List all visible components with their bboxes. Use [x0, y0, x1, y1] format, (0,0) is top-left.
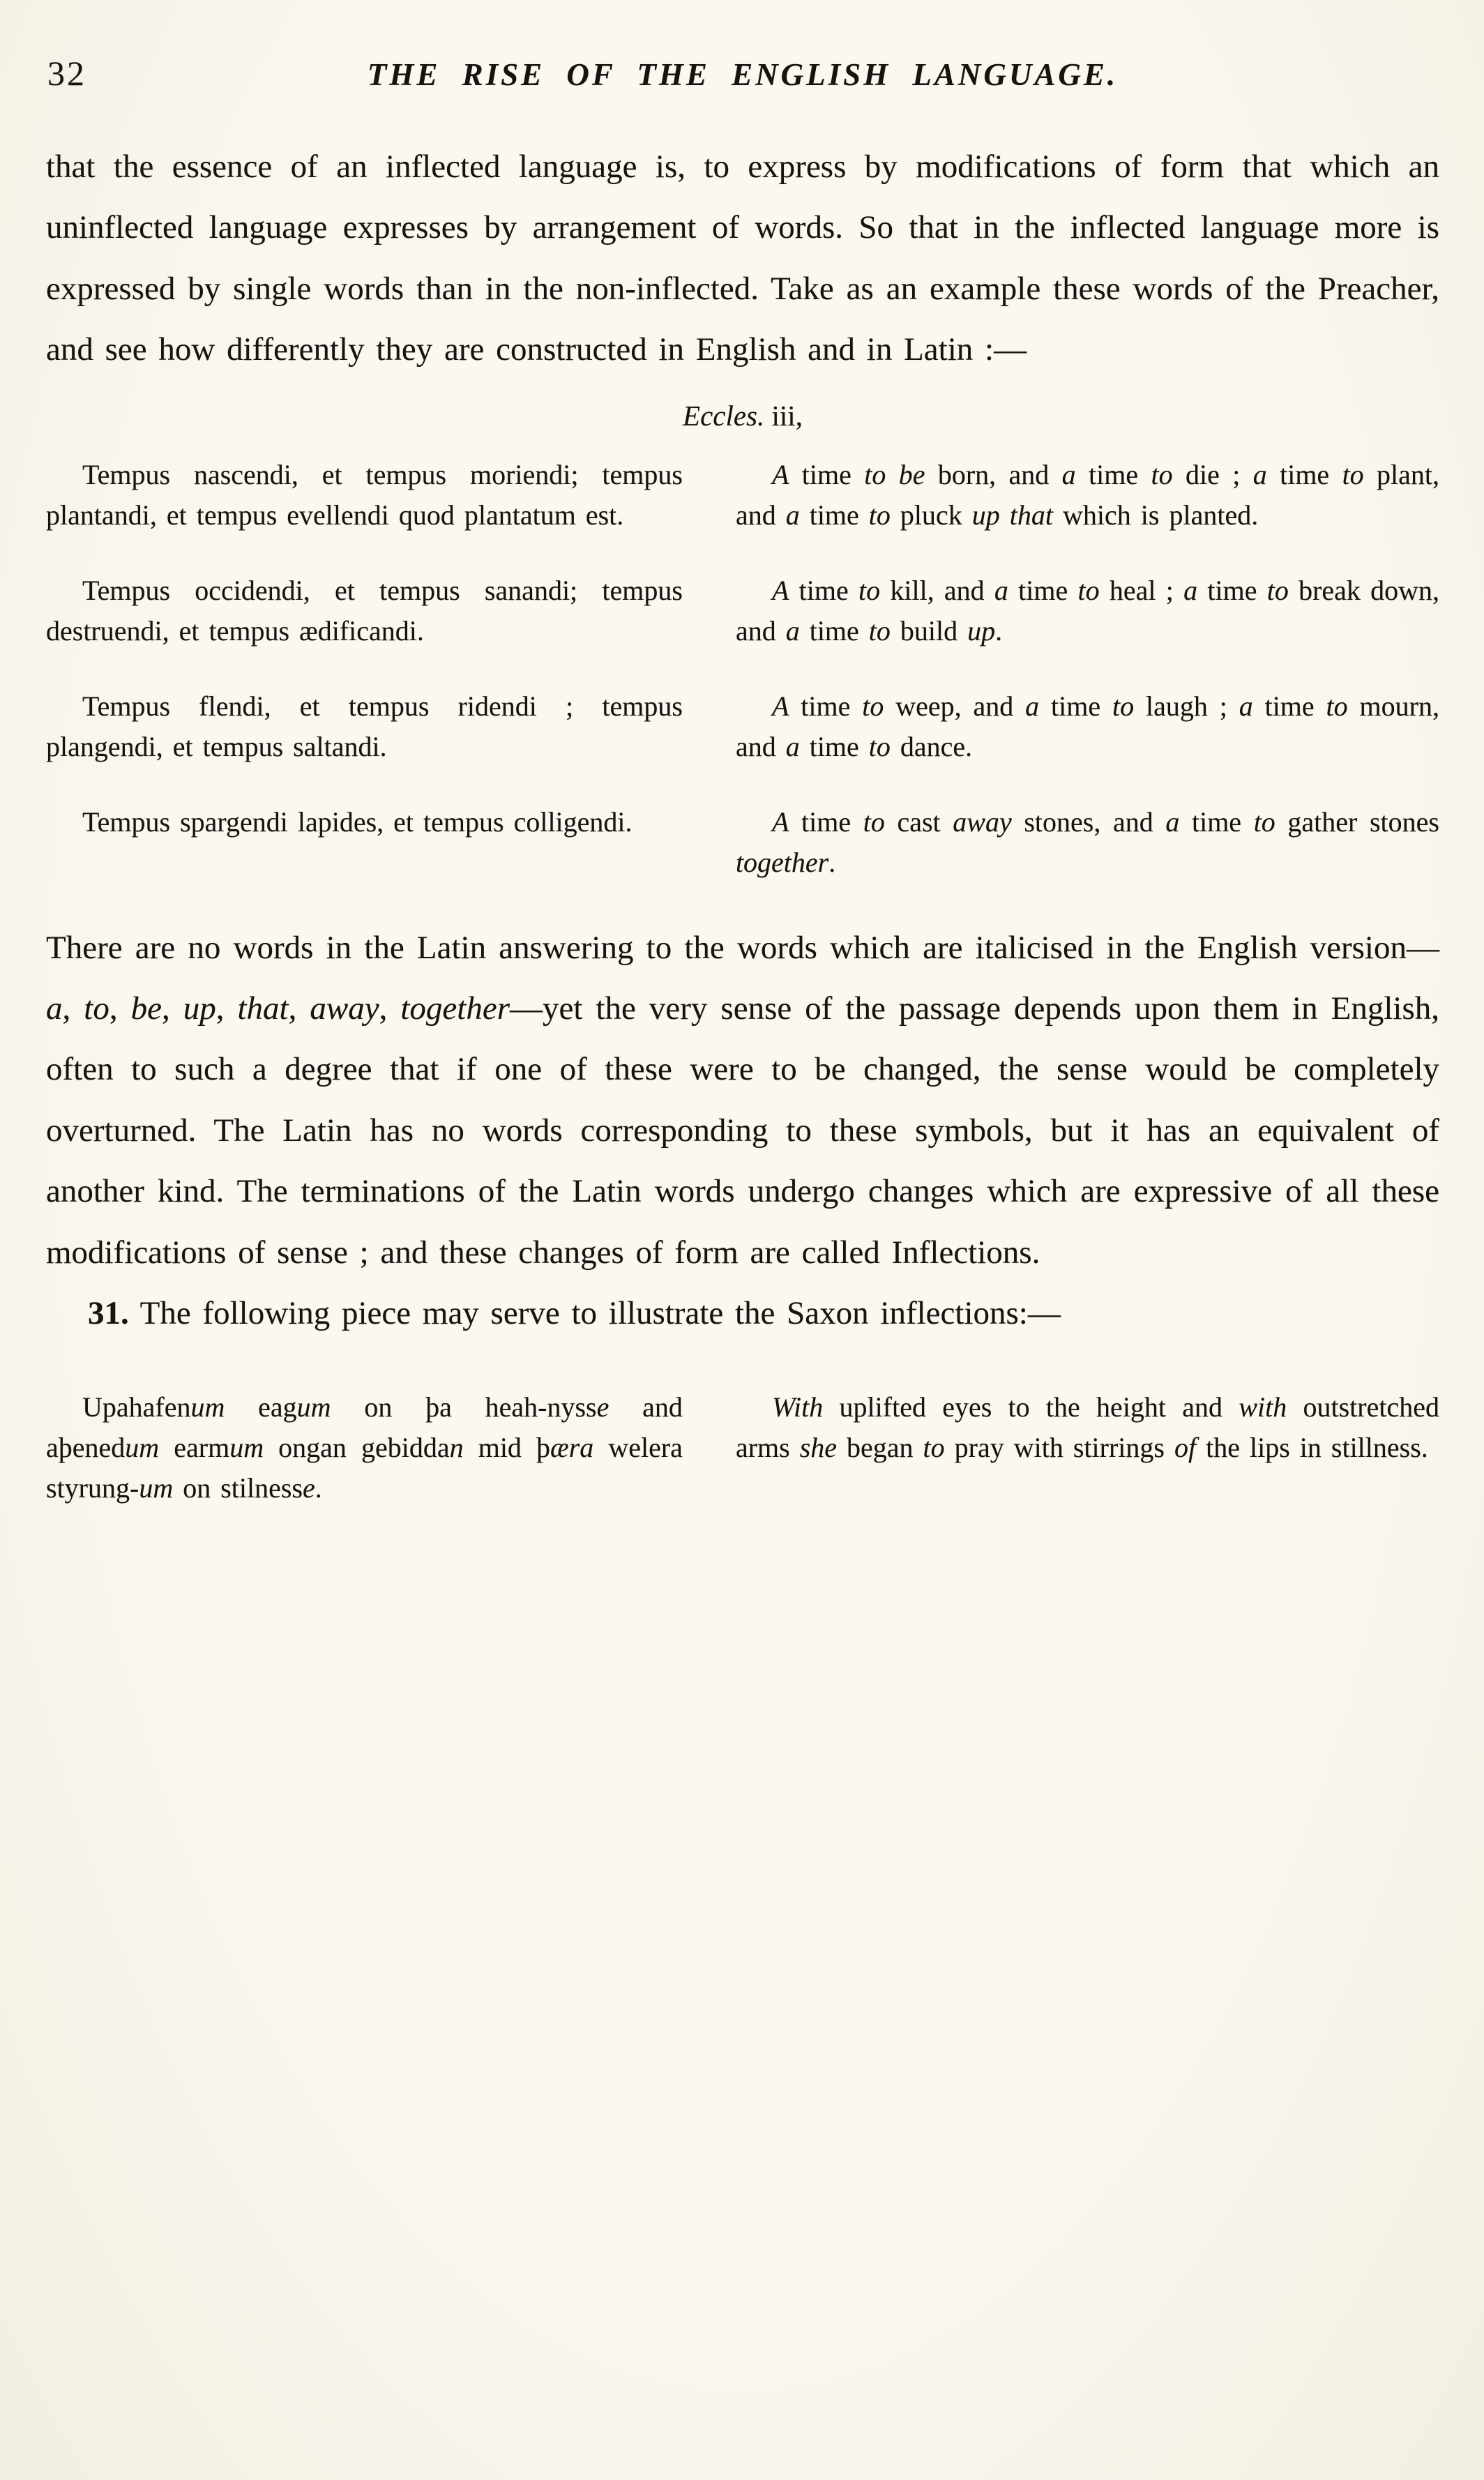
running-title: THE RISE OF THE ENGLISH LANGUAGE.: [367, 57, 1119, 92]
verse-row: [46, 455, 1439, 536]
parallel-verses-ecclesiastes: [46, 455, 1439, 883]
english-verse: A time to be born, and a time to die ; a time to plant, and a time to pluck up that which is planted.: [735, 458, 1440, 531]
paragraph-intro-continuation: that the essence of an inflected language is, to express by modifications of form that which an uninflected language expresses by arrangement of words. So that in the inflected language more is expressed by single words than in the non-inflected. Take as an example these words of the Preacher, and see how differently they are constructed in English and in Latin :—: [46, 149, 1439, 368]
latin-verse: Tempus nascendi, et tempus moriendi; tempus plantandi, et tempus evellendi quod plantatum est.: [46, 458, 683, 531]
verse-row: [46, 1387, 1439, 1509]
english-translation-verse: With uplifted eyes to the height and with outstretched arms she began to pray with stirrings of the lips in stillness.: [735, 1391, 1439, 1464]
parallel-verses-saxon: [46, 1387, 1439, 1509]
latin-verse: Tempus occidendi, et tempus sanandi; tempus destruendi, et tempus ædificandi.: [46, 574, 683, 647]
english-verse: A time to cast away stones, and a time to gather stones together.: [735, 806, 1439, 878]
english-verse: A time to weep, and a time to laugh ; a time to mourn, and a time to dance.: [735, 690, 1439, 762]
latin-verse: Tempus spargendi lapides, et tempus colligendi.: [82, 806, 633, 838]
scripture-reference: Eccles. iii,: [683, 399, 803, 432]
verse-row: [46, 686, 1439, 767]
page-number: 32: [47, 54, 86, 93]
saxon-verse: Upahafenum eagum on þa heah-nysse and aþenedum earmum ongan gebiddan mid þæra welera styrung-um on stilnesse.: [46, 1391, 683, 1504]
paragraph-section-31: 31. The following piece may serve to illustrate the Saxon inflections:—: [88, 1295, 1061, 1332]
running-head: [47, 53, 1438, 93]
verse-row: [46, 570, 1439, 651]
english-verse: A time to kill, and a time to heal ; a time to break down, and a time to build up.: [735, 574, 1440, 647]
paragraph-discussion: There are no words in the Latin answering to the words which are italicised in the English version—a, to, be, up, that, away, together—yet the very sense of the passage depends upon them in English, often to such a degree that if one of these were to be changed, the sense would be completely overturned. The Latin has no words corresponding to these symbols, but it has an equivalent of another kind. The terminations of the Latin words undergo changes which are expressive of all these modifications of sense ; and these changes of form are called Inflections.: [46, 929, 1439, 1271]
verse-row: [46, 802, 1439, 883]
latin-verse: Tempus flendi, et tempus ridendi ; tempus plangendi, et tempus saltandi.: [46, 690, 683, 762]
